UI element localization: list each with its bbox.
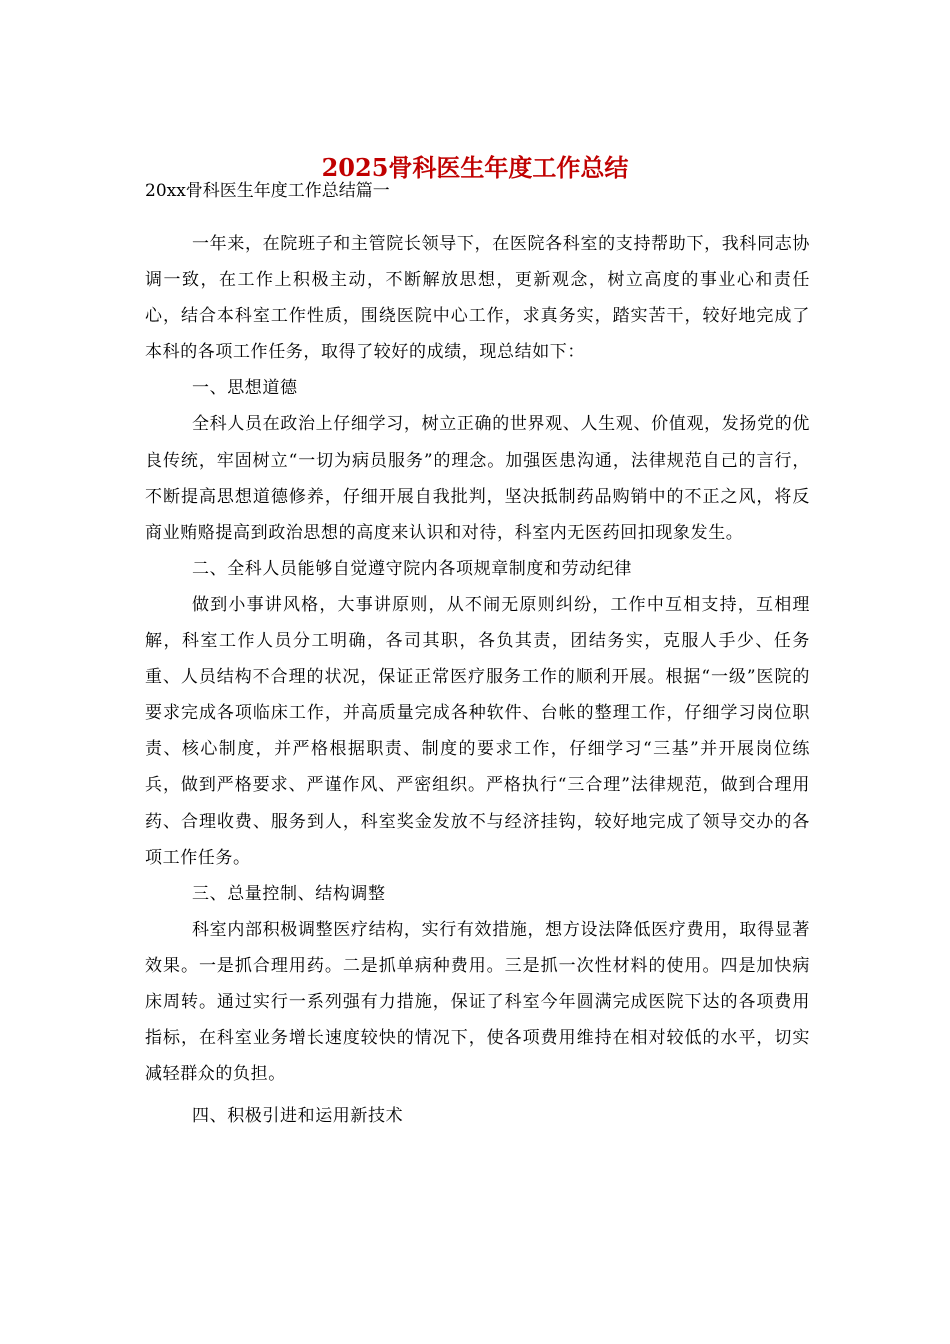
section-heading-1: 一、思想道德 [192,378,298,399]
section-heading-3: 三、总量控制、结构调整 [192,883,386,904]
document-body [145,226,810,1134]
document-subtitle: 20xx骨科医生年度工作总结篇一 [145,181,390,201]
section-paragraph-3: 科室内部积极调整医疗结构，实行有效措施，想方设法降低医疗费用，取得显著效果。一是抓合理用药。二是抓单病种费用。三是抓一次性材料的使用。四是加快病床周转。通过实行一系列强有力措施，保证了科室今年圆满完成医院下达的各项费用指标，在科室业务增长速度较快的情况下，使各项费用维持在相对较低的水平，切实减轻群众的负担。 [145,919,810,1085]
section-paragraph-1: 全科人员在政治上仔细学习，树立正确的世界观、人生观、价值观，发扬党的优良传统，牢固树立“一切为病员服务”的理念。加强医患沟通，法律规范自己的言行，不断提高思想道德修养，仔细开展自我批判，坚决抵制药品购销中的不正之风，将反商业贿赂提高到政治思想的高度来认识和对待，科室内无医药回扣现象发生。 [145,414,810,543]
section-heading-4: 四、积极引进和运用新技术 [192,1106,404,1127]
section-paragraph-2: 做到小事讲风格，大事讲原则，从不闹无原则纠纷，工作中互相支持，互相理解，科室工作人员分工明确，各司其职，各负其责，团结务实，克服人手少、任务重、人员结构不合理的状况，保证正常医疗服务工作的顺利开展。根据“一级”医院的要求完成各项临床工作，并高质量完成各种软件、台帐的整理工作，仔细学习岗位职责、核心制度，并严格根据职责、制度的要求工作，仔细学习“三基”并开展岗位练兵，做到严格要求、严谨作风、严密组织。严格执行“三合理”法律规范，做到合理用药、合理收费、服务到人，科室奖金发放不与经济挂钩，较好地完成了领导交办的各项工作任务。 [145,594,810,868]
page-title: 2025骨科医生年度工作总结 [321,153,629,182]
section-heading-2: 二、全科人员能够自觉遵守院内各项规章制度和劳动纪律 [192,558,632,579]
intro-paragraph: 一年来，在院班子和主管院长领导下，在医院各科室的支持帮助下，我科同志协调一致，在工作上积极主动，不断解放思想，更新观念，树立高度的事业心和责任心，结合本科室工作性质，围绕医院中心工作，求真务实，踏实苦干，较好地完成了本科的各项工作任务，取得了较好的成绩，现总结如下： [145,234,810,363]
